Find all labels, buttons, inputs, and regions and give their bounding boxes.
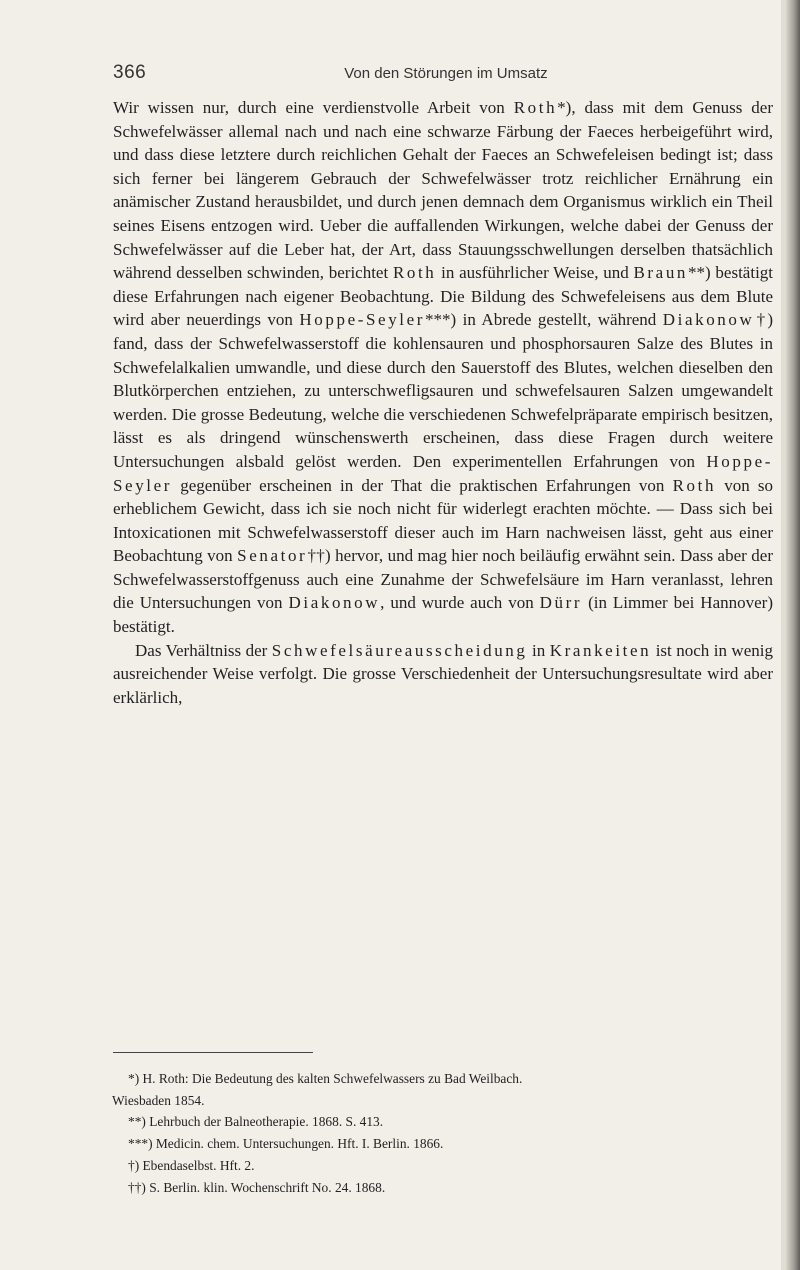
paragraph-2: Das Verhältniss der Schwefelsäureausscheidung in Krankeiten ist noch in wenig ausreichender Weise verfolgt. Die grosse Verschiedenheit der Untersuchungsresultate wird aber erklärlich,	[113, 640, 773, 707]
author-hoppe-seyler: Hoppe-Seyler	[113, 451, 773, 495]
main-text	[113, 96, 773, 709]
author-diakonow: Diakonow	[662, 310, 755, 330]
emphasized-term: Krankeiten	[549, 640, 652, 660]
author-senator: Senator	[237, 546, 308, 566]
author-duerr: Dürr	[539, 593, 583, 613]
footnote-continuation: Wiesbaden 1854.	[112, 1092, 205, 1108]
page-header	[113, 62, 773, 84]
emphasized-term: Schwefelsäureausscheidung	[271, 640, 528, 660]
book-binding-edge	[786, 0, 800, 1270]
paragraph-1: Wir wissen nur, durch eine verdienstvolle Arbeit von Roth*), dass mit dem Genuss der Schwefelwässer allemal nach und nach eine schwarze Färbung der Faeces herbeigeführt wird, und dass diese letztere durch reichlichen Gehalt der Faeces an Schwefeleisen bedingt ist; dass sich ferner bei längerem Gebrauch der Schwefelwässer trotz reichlicher Ernährung ein anämischer Zustand herausbildet, und durch jenen demnach dem Organismus wirklich ein Theil seines Eisens entzogen wird. Ueber die auffallenden Wirkungen, welche dabei der Genuss der Schwefelwässer auf die Leber hat, der Art, dass Stauungsschwellungen derselben thatsächlich während desselben schwinden, berichtet Roth in ausführlicher Weise, und Braun**) bestätigt diese Erfahrungen nach eigener Beobachtung. Die Bildung des Schwefeleisens aus dem Blute wird aber neuerdings von Hoppe-Seyler***) in Abrede gestellt, während Diakonow†) fand, dass der Schwefelwasserstoff die kohlensauren und phosphorsauren Salze des Blutes in Schwefelalkalien umwandle, und diese durch den Sauerstoff des Blutes, welchen dieselben den Blutkörperchen entziehen, zu unterschwefligsauren und schwefelsauren Salzen umgewandelt werden. Die grosse Bedeutung, welche die verschiedenen Schwefelpräparate empirisch besitzen, lässt es als dringend wünschenswerth erscheinen, dass diese Fragen durch weitere Untersuchungen alsbald gelöst werden. Den experimentellen Erfahrungen von Hoppe-Seyler gegenüber erscheinen in der That die praktischen Erfahrungen von Roth von so erheblichem Gewicht, dass ich sie noch nicht für widerlegt erachten möchte. — Dass sich bei Intoxicationen mit Schwefelwasserstoff dieser auch im Harn nachweisen lässt, geht aus einer Beobachtung von Senator††) hervor, und mag hier noch beiläufig erwähnt sein. Dass aber der Schwefelwasserstoffgenuss auch eine Zunahme der Schwefelsäure im Harn veranlasst, lehren die Untersuchungen von Diakonow, und wurde auch von Dürr (in Limmer bei Hannover) bestätigt.	[113, 98, 774, 637]
footnote: ***) Medicin. chem. Untersuchungen. Hft. I. Berlin. 1866.	[128, 1136, 444, 1152]
author-roth: Roth	[672, 475, 717, 495]
author-roth: Roth	[392, 263, 437, 283]
author-hoppe-seyler: Hoppe-Seyler	[299, 310, 426, 330]
running-head: Von den Störungen im Umsatz	[344, 65, 548, 82]
footnote: **) Lehrbuch der Balneotherapie. 1868. S. 413.	[128, 1114, 384, 1130]
author-braun: Braun	[633, 263, 689, 283]
page-number: 366	[113, 62, 147, 83]
footnote-divider	[113, 1052, 313, 1053]
author-roth: Roth	[513, 98, 558, 117]
author-diakonow: Diakonow	[288, 593, 381, 613]
footnote: ††) S. Berlin. klin. Wochenschrift No. 24. 1868.	[128, 1179, 386, 1195]
footnotes	[112, 1068, 768, 1198]
footnote: †) Ebendaselbst. Hft. 2.	[128, 1157, 255, 1173]
footnote: *) H. Roth: Die Bedeutung des kalten Schwefelwassers zu Bad Weilbach.	[128, 1071, 523, 1086]
